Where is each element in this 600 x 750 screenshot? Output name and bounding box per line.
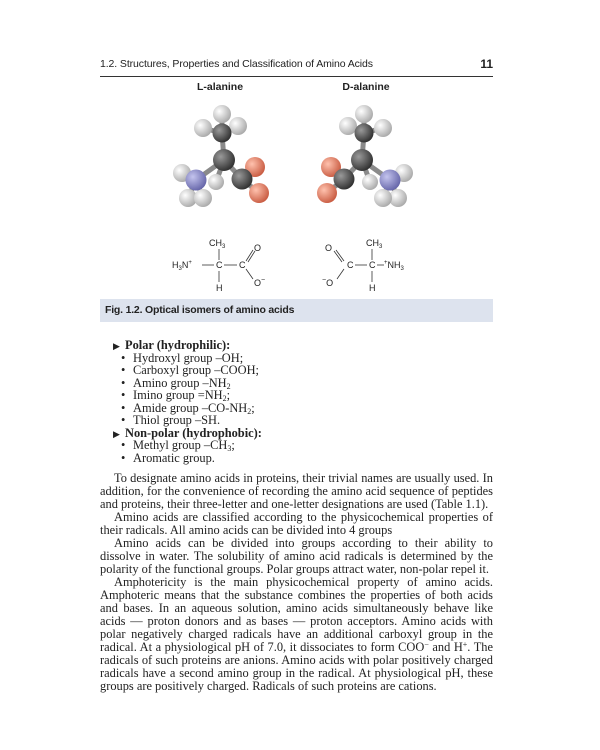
page-number: 11 [480,57,493,71]
carbon-atom [232,169,253,190]
hydrogen-atom [355,105,373,123]
hydrogen-atom [194,119,212,137]
figure [100,78,493,300]
bullet-icon: • [121,363,126,377]
alanine-figure-svg [100,78,493,300]
oxygen-atom [249,183,269,203]
bullet-icon: • [121,413,126,427]
paragraph: Amino acids can be divided into groups according to their ability to dissolve in water. The solubility of amino acid radicals is determined by the polarity of the functional groups. Polar groups attract water, non-polar repel it. [100,536,493,576]
bullet-icon: • [121,350,126,365]
triangle-bullet-icon: ▶ [113,428,120,439]
oxygen-atom [317,183,337,203]
hydrogen-atom [374,119,392,137]
carbon-atom [355,124,374,143]
nitrogen-atom [380,170,401,191]
l-alpha-carbon: C [216,260,223,270]
hydrogen-atom [194,189,212,207]
d-alanine-label: D-alanine [342,81,390,93]
carbon-atom [213,149,235,171]
d-ch3-text: $CH_3$ [366,238,383,250]
d-oxygen-bottom: −O [322,277,334,288]
l-alanine-model [173,105,269,207]
paragraph: Amphotericity is the main physicochemical property of amino acids. Amphoteric means that the substance combines the properties of both acids and bases. In an aqueous solution, amino acids simultaneously behave like acids — proton donors and as bases — proton acceptors. Amino acids with polar negatively charged radicals have an additional carboxyl group in the radical. At a physiological pH of 7.0, it dissociates to form COO− and H+. The radicals of such proteins are anions. Amino acids with polar positively charged radicals have a second amino group in the radical. At physiological pH, these groups are positively charged. Radicals of such proteins are cations. [100,575,493,693]
figure-caption [100,299,493,322]
list-item: • Carboxyl group –COOH; [121,363,259,377]
hydrogen-atom [208,174,224,190]
group-lists [113,339,493,464]
hydrogen-atom [339,117,357,135]
triangle-bullet-icon: ▶ [113,341,120,351]
paragraph: To designate amino acids in proteins, their trivial names are usually used. In addition, for the convenience of recording the amino acid sequence of peptides and proteins, their three-letter and one-letter designations are used (Table 1.1). [100,471,493,511]
bullet-icon: • [121,450,126,465]
list-item: • Amino group $-NH_2$ [121,375,231,391]
d-alpha-carbon: C [369,260,376,270]
header-title: 1.2. Structures, Properties and Classification of Amino Acids [100,58,373,70]
d-oxygen-top: O [325,243,333,253]
hydrogen-atom [362,174,378,190]
group-heading: ▶ Non-polar (hydrophobic): [113,425,262,440]
l-ch3-text: $CH_3$ [209,238,226,250]
hydrogen-atom [213,105,231,123]
l-alanine-formula [172,238,265,293]
list-item: • Hydroxyl group –OH; [121,350,244,365]
group-heading: ▶ Polar (hydrophilic): [113,338,231,352]
figure-caption-text: Fig. 1.2. Optical isomers of amino acids [105,304,295,316]
bullet-icon: • [121,438,126,452]
l-alanine-label: L-alanine [196,81,244,93]
bullet-icon: • [121,375,126,390]
carbon-atom [213,124,232,143]
body-text [100,472,493,693]
running-header [100,58,493,77]
list-item: • Amide group $-CO-NH_2$; [121,400,255,416]
l-carboxyl-carbon: C [239,260,246,270]
list-item: • Methyl group $-CH_3$; [121,438,235,453]
hydrogen-atom [229,117,247,135]
hydrogen-atom [374,189,392,207]
l-oxygen-top: O [254,243,262,253]
d-hydrogen: H [369,283,376,293]
bullet-icon: • [121,400,126,415]
nitrogen-atom [186,170,207,191]
carbon-atom [334,169,355,190]
d-alanine-model [317,105,413,207]
l-hydrogen: H [216,283,223,293]
list-item: • Imino group $=NH_2$; [121,388,231,403]
carbon-atom [351,149,373,171]
l-oxygen-bottom: O− [254,277,266,288]
paragraph: Amino acids are classified according to the physicochemical properties of their radicals. All amino acids can be divided into 4 groups [100,510,493,537]
d-carboxyl-carbon: C [347,260,354,270]
d-alanine-formula [322,238,405,293]
list-item: • Aromatic group. [121,450,215,465]
d-amine-text: $^+NH_3$ [384,260,404,272]
l-amine-text: $H_3N^+$ [172,260,192,272]
list-item: • Thiol group –SH. [121,413,221,427]
bullet-icon: • [121,388,126,402]
